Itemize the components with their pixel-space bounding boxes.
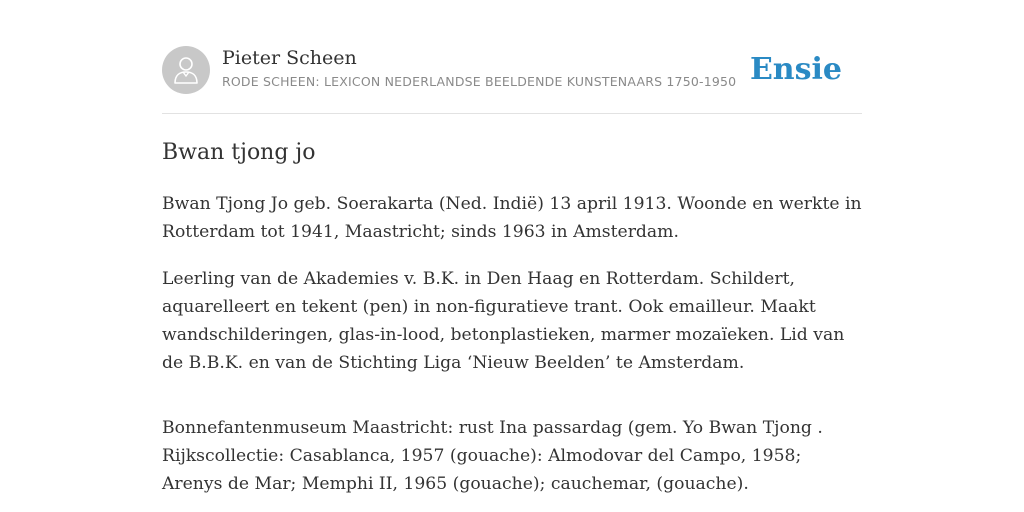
- source-title[interactable]: RODE SCHEEN: LEXICON NEDERLANDSE BEELDENDE KUNSTENAARS 1750-1950: [222, 74, 737, 89]
- article-paragraph: Bonnefantenmuseum Maastricht: rust Ina passardag (gem. Yo Bwan Tjong . Rijkscollectie: Casablanca, 1957 (gouache): Almodovar del Campo, 1958; Arenys de Mar; Memphi II, 1965 (gouache); cauchemar, (gouache).: [162, 418, 823, 494]
- header-divider: [162, 113, 862, 114]
- ensie-logo[interactable]: Ensie: [749, 52, 842, 87]
- user-avatar-icon: [173, 55, 199, 85]
- article-body: [162, 190, 862, 512]
- article-paragraph: Leerling van de Akademies v. B.K. in Den Haag en Rotterdam. Schildert, aquarelleert en tekent (pen) in non-figuratieve trant. Ook emailleur. Maakt wandschilderingen, glas-in-lood, betonplastieken, marmer mozaïeken. Lid van de B.B.K. en van de Stichting Liga ‘Nieuw Beelden’ te Amsterdam.: [162, 269, 845, 373]
- article-card: [162, 46, 862, 494]
- avatar[interactable]: [162, 46, 210, 94]
- author-name[interactable]: Pieter Scheen: [222, 47, 357, 69]
- article-paragraph: Bwan Tjong Jo geb. Soerakarta (Ned. Indië) 13 april 1913. Woonde en werkte in Rotterdam tot 1941, Maastricht; sinds 1963 in Amsterdam.: [162, 194, 862, 242]
- article-title: Bwan tjong jo: [162, 140, 316, 165]
- article-header: [162, 46, 862, 96]
